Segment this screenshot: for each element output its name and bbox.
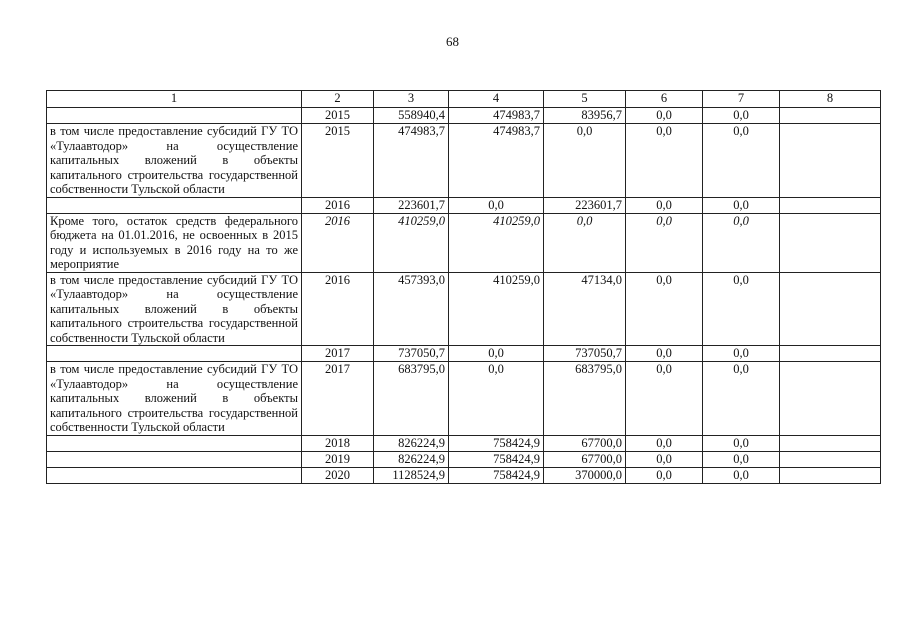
row-value-col5: 47134,0: [544, 272, 626, 346]
row-value-col4: 474983,7: [449, 124, 544, 198]
table-row: [47, 346, 881, 362]
row-year: 2015: [302, 124, 374, 198]
row-value-col6: 0,0: [626, 124, 703, 198]
row-year: 2016: [302, 272, 374, 346]
table-row: [47, 451, 881, 467]
row-value-col4: 0,0: [449, 346, 544, 362]
row-value-col7: 0,0: [703, 272, 780, 346]
row-value-total: 1128524,9: [374, 467, 449, 483]
row-value-col6: 0,0: [626, 197, 703, 213]
row-value-col6: 0,0: [626, 346, 703, 362]
table-row: [47, 362, 881, 436]
table-row: [47, 108, 881, 124]
row-value-col4: 410259,0: [449, 272, 544, 346]
table-row: [47, 213, 881, 272]
column-header: 6: [626, 91, 703, 108]
row-description: в том числе предоставление субсидий ГУ ТО «Тулаавтодор» на осуществление капитальных вложений в объекты капитального строительства государственной собственности Тульской области: [47, 272, 302, 346]
row-value-col5: 83956,7: [544, 108, 626, 124]
row-value-col6: 0,0: [626, 467, 703, 483]
row-value-total: 826224,9: [374, 451, 449, 467]
row-value-total: 737050,7: [374, 346, 449, 362]
column-header: 2: [302, 91, 374, 108]
row-value-col5: 683795,0: [544, 362, 626, 436]
row-value-total: 474983,7: [374, 124, 449, 198]
table-row: [47, 197, 881, 213]
row-value-col8: [780, 346, 881, 362]
row-value-col4: 0,0: [449, 362, 544, 436]
row-value-col4: 758424,9: [449, 435, 544, 451]
row-value-col6: 0,0: [626, 362, 703, 436]
row-value-col8: [780, 213, 881, 272]
row-description: в том числе предоставление субсидий ГУ ТО «Тулаавтодор» на осуществление капитальных вложений в объекты капитального строительства государственной собственности Тульской области: [47, 124, 302, 198]
row-year: 2016: [302, 213, 374, 272]
row-value-col5: 370000,0: [544, 467, 626, 483]
row-value-col7: 0,0: [703, 362, 780, 436]
row-value-col7: 0,0: [703, 108, 780, 124]
row-value-col4: 474983,7: [449, 108, 544, 124]
row-value-col6: 0,0: [626, 108, 703, 124]
row-year: 2017: [302, 362, 374, 436]
row-value-col5: 67700,0: [544, 451, 626, 467]
column-header: 3: [374, 91, 449, 108]
row-value-col8: [780, 467, 881, 483]
budget-table: [46, 90, 881, 484]
row-value-col7: 0,0: [703, 435, 780, 451]
row-description: Кроме того, остаток средств федерального бюджета на 01.01.2016, не освоенных в 2015 году и используемых в 2016 году на то же мероприятие: [47, 213, 302, 272]
row-value-total: 223601,7: [374, 197, 449, 213]
row-description: [47, 346, 302, 362]
row-value-col8: [780, 362, 881, 436]
row-year: 2016: [302, 197, 374, 213]
row-value-total: 558940,4: [374, 108, 449, 124]
row-value-col8: [780, 108, 881, 124]
row-description: [47, 108, 302, 124]
row-value-col7: 0,0: [703, 197, 780, 213]
row-value-col5: 0,0: [544, 213, 626, 272]
column-header: 4: [449, 91, 544, 108]
row-value-total: 410259,0: [374, 213, 449, 272]
row-value-col8: [780, 272, 881, 346]
row-value-col7: 0,0: [703, 467, 780, 483]
row-value-col7: 0,0: [703, 451, 780, 467]
row-value-col7: 0,0: [703, 346, 780, 362]
header-row: [47, 91, 881, 108]
row-value-col6: 0,0: [626, 272, 703, 346]
table-row: [47, 467, 881, 483]
row-value-total: 826224,9: [374, 435, 449, 451]
column-header: 5: [544, 91, 626, 108]
column-header: 7: [703, 91, 780, 108]
row-year: 2015: [302, 108, 374, 124]
row-value-col5: 223601,7: [544, 197, 626, 213]
column-header: 8: [780, 91, 881, 108]
row-year: 2018: [302, 435, 374, 451]
row-year: 2017: [302, 346, 374, 362]
row-value-col4: 758424,9: [449, 467, 544, 483]
row-value-col8: [780, 124, 881, 198]
row-value-total: 683795,0: [374, 362, 449, 436]
row-value-total: 457393,0: [374, 272, 449, 346]
row-value-col7: 0,0: [703, 124, 780, 198]
page-number: 68: [446, 34, 459, 49]
row-value-col8: [780, 451, 881, 467]
row-value-col5: 737050,7: [544, 346, 626, 362]
table-row: [47, 272, 881, 346]
table-row: [47, 435, 881, 451]
row-description: в том числе предоставление субсидий ГУ ТО «Тулаавтодор» на осуществление капитальных вложений в объекты капитального строительства государственной собственности Тульской области: [47, 362, 302, 436]
row-description: [47, 451, 302, 467]
row-value-col7: 0,0: [703, 213, 780, 272]
row-description: [47, 467, 302, 483]
row-value-col6: 0,0: [626, 213, 703, 272]
row-value-col6: 0,0: [626, 451, 703, 467]
row-value-col6: 0,0: [626, 435, 703, 451]
row-value-col4: 758424,9: [449, 451, 544, 467]
row-value-col8: [780, 435, 881, 451]
row-value-col4: 0,0: [449, 197, 544, 213]
column-header: 1: [47, 91, 302, 108]
row-year: 2019: [302, 451, 374, 467]
row-value-col5: 67700,0: [544, 435, 626, 451]
row-value-col4: 410259,0: [449, 213, 544, 272]
row-value-col8: [780, 197, 881, 213]
row-description: [47, 197, 302, 213]
table-row: [47, 124, 881, 198]
row-year: 2020: [302, 467, 374, 483]
row-value-col5: 0,0: [544, 124, 626, 198]
row-description: [47, 435, 302, 451]
